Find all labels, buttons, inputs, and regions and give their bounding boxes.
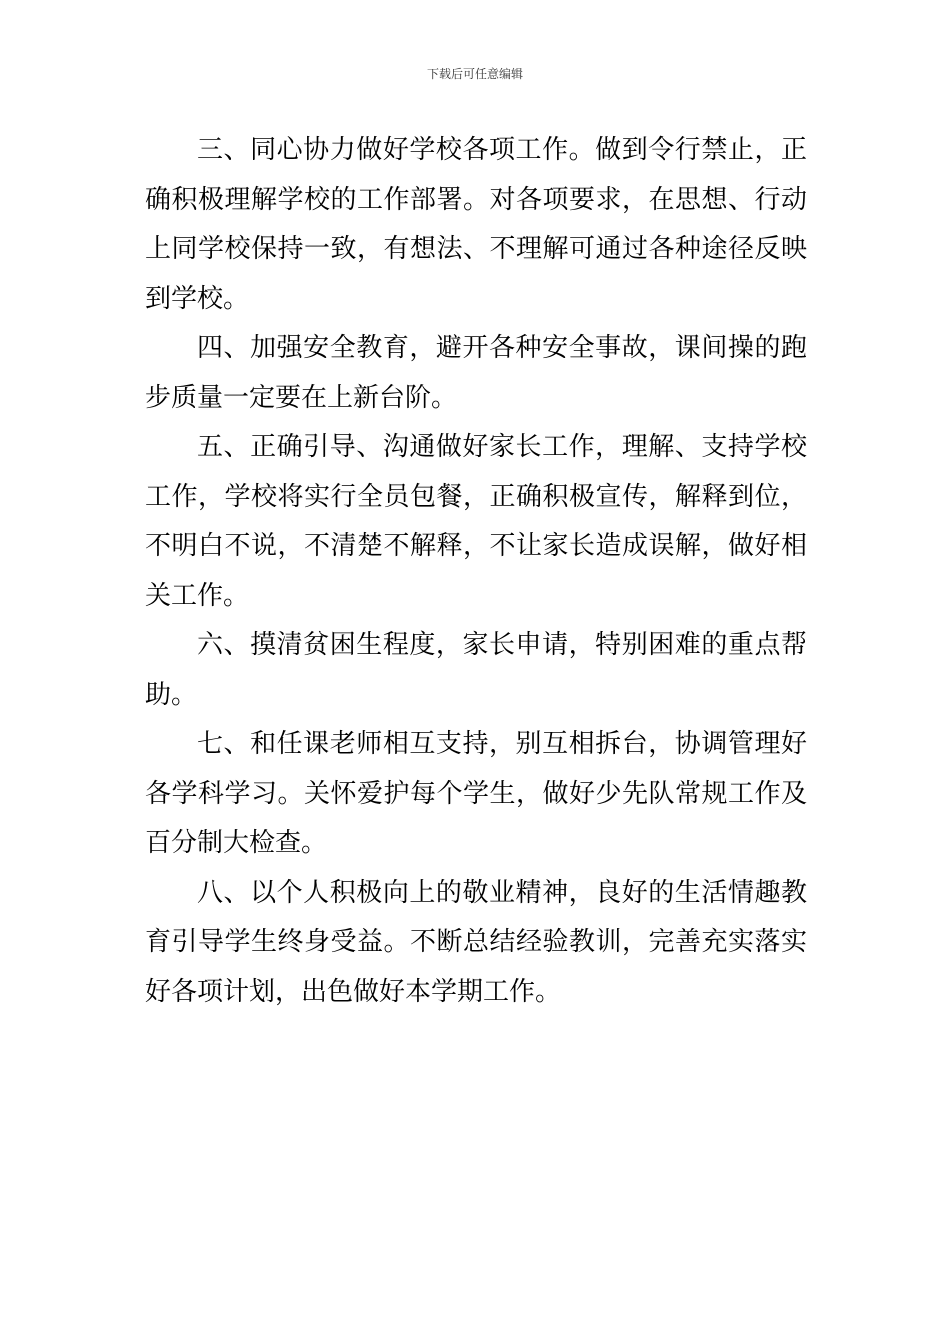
paragraph-6: 六、摸清贫困生程度，家长申请，特别困难的重点帮助。	[145, 630, 807, 710]
header-note: 下载后可任意编辑	[426, 67, 523, 81]
paragraph-4: 四、加强安全教育，避开各种安全事故，课间操的跑步质量一定要在上新台阶。	[145, 333, 807, 413]
paragraph-7: 七、和任课老师相互支持，别互相拆台，协调管理好各学科学习。关怀爱护每个学生，做好少先队常规工作及百分制大检查。	[145, 729, 807, 858]
paragraph-5: 五、正确引导、沟通做好家长工作，理解、支持学校工作，学校将实行全员包餐，正确积极宣传，解释到位，不明白不说，不清楚不解释，不让家长造成误解，做好相关工作。	[145, 432, 807, 611]
document-body	[145, 126, 807, 1017]
paragraph-8: 八、以个人积极向上的敬业精神，良好的生活情趣教育引导学生终身受益。不断总结经验教训，完善充实落实好各项计划，出色做好本学期工作。	[145, 877, 807, 1007]
paragraph-3: 三、同心协力做好学校各项工作。做到令行禁止，正确积极理解学校的工作部署。对各项要求，在思想、行动上同学校保持一致，有想法、不理解可通过各种途径反映到学校。	[145, 135, 807, 314]
